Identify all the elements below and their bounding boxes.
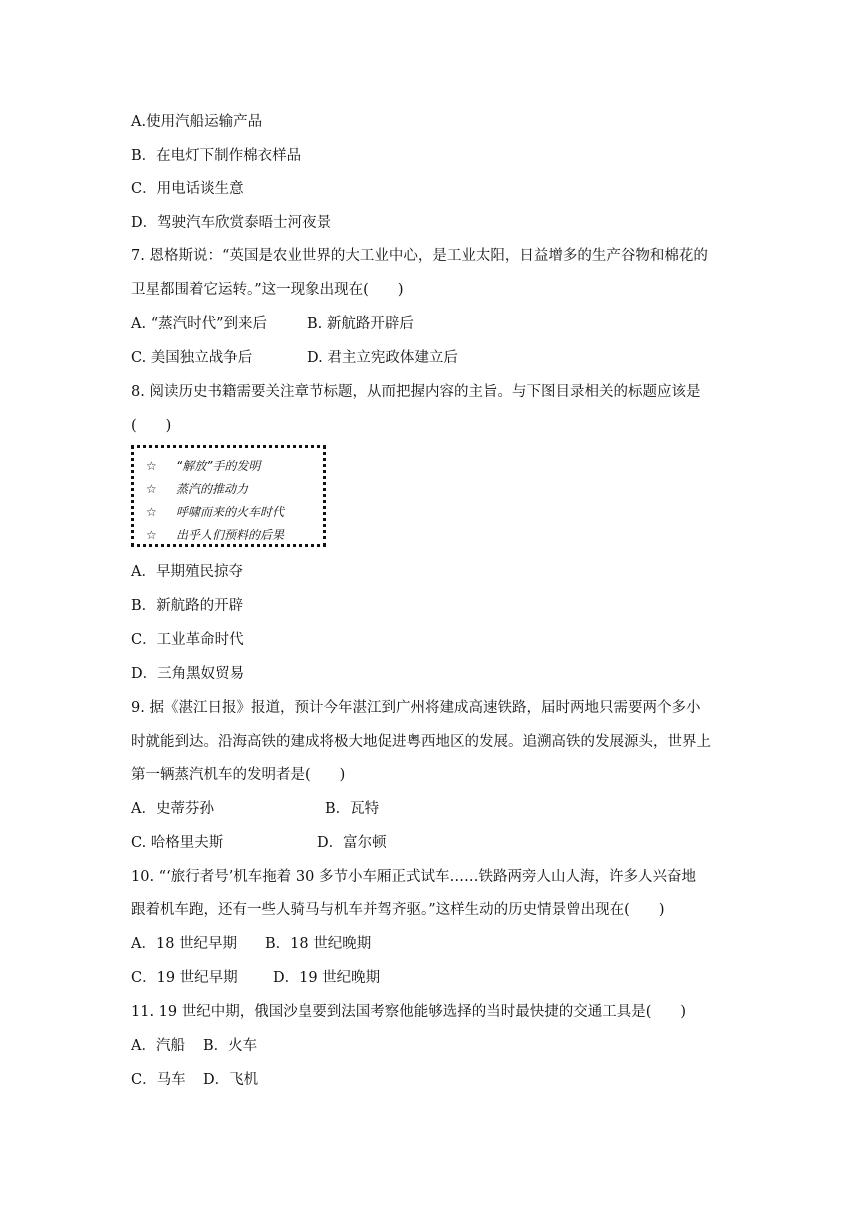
- q8-option-c: C．工业革命时代: [131, 632, 244, 648]
- q11-option-b: B．火车: [203, 1038, 258, 1054]
- q6-option-b: B．在电灯下制作棉衣样品: [131, 148, 302, 164]
- q10-stem-line-1: 10. “‘旅行者号’机车拖着 30 多节小车厢正式试车……铁路两旁人山人海，许多人兴奋地: [131, 869, 696, 885]
- star-icon: ☆: [146, 459, 157, 473]
- q11-options-row-2: [131, 1071, 258, 1089]
- q6-option-c: C．用电话谈生意: [131, 181, 244, 197]
- toc-item: ☆ 出乎人们预料的后果: [146, 524, 323, 547]
- q7-option-a: A. “蒸汽时代”到来后: [131, 316, 268, 332]
- q7-option-d: D. 君主立宪政体建立后: [307, 350, 458, 366]
- q11-option-d: D．飞机: [203, 1072, 259, 1088]
- q9-options-row-2: [131, 834, 387, 852]
- toc-item: ☆ 呼啸而来的火车时代: [146, 501, 323, 524]
- q11-stem: 11. 19 世纪中期，俄国沙皇要到法国考察他能够选择的当时最快捷的交通工具是( ): [131, 1004, 687, 1020]
- q7-option-b: B. 新航路开辟后: [307, 316, 414, 332]
- q9-option-d: D．富尔顿: [317, 835, 387, 851]
- q11-options-row-1: [131, 1037, 257, 1055]
- q11-option-c: C．马车: [131, 1072, 186, 1088]
- q10-options-row-2: [131, 969, 380, 987]
- q10-option-b: B．18 世纪晚期: [265, 936, 372, 952]
- q6-option-a: A.使用汽船运输产品: [131, 114, 263, 130]
- q9-option-a: A．史蒂芬孙: [131, 801, 214, 817]
- q7-stem-line-1: 7. 恩格斯说：“英国是农业世界的大工业中心，是工业太阳，日益增多的生产谷物和棉花的: [131, 248, 708, 264]
- toc-item: ☆ “解放”手的发明: [146, 455, 323, 478]
- q10-option-d: D．19 世纪晚期: [273, 970, 381, 986]
- q9-stem-line-2: 时就能到达。沿海高铁的建成将极大地促进粤西地区的发展。追溯高铁的发展源头，世界上: [131, 734, 711, 750]
- star-icon: ☆: [146, 505, 157, 519]
- q8-stem-line-2: ( ): [131, 418, 172, 434]
- q9-options-row-1: [131, 800, 379, 818]
- q7-options-row-1: [131, 315, 414, 333]
- q9-stem-line-1: 9. 据《湛江日报》报道，预计今年湛江到广州将建成高速铁路，届时两地只需要两个多小: [131, 700, 701, 716]
- q10-option-a: A．18 世纪早期: [131, 936, 238, 952]
- star-icon: ☆: [146, 528, 157, 542]
- q7-options-row-2: [131, 349, 458, 367]
- q8-option-d: D．三角黑奴贸易: [131, 666, 245, 682]
- star-icon: ☆: [146, 482, 157, 496]
- q6-option-d: D．驾驶汽车欣赏泰晤士河夜景: [131, 215, 332, 231]
- q8-option-a: A．早期殖民掠夺: [131, 564, 243, 580]
- q8-stem-line-1: 8. 阅读历史书籍需要关注章节标题，从而把握内容的主旨。与下图目录相关的标题应该是: [131, 384, 701, 400]
- q11-option-a: A．汽船: [131, 1038, 185, 1054]
- q10-options-row-1: [131, 935, 371, 953]
- q9-stem-line-3: 第一辆蒸汽机车的发明者是( ): [131, 767, 346, 783]
- q8-option-b: B．新航路的开辟: [131, 598, 244, 614]
- q7-option-c: C. 美国独立战争后: [131, 350, 253, 366]
- q7-stem-line-2: 卫星都围着它运转。”这一现象出现在( ): [131, 282, 404, 298]
- q10-option-c: C．19 世纪早期: [131, 970, 238, 986]
- q9-option-b: B．瓦特: [325, 801, 380, 817]
- toc-figure: [131, 445, 326, 547]
- q10-stem-line-2: 跟着机车跑，还有一些人骑马与机车并驾齐驱。”这样生动的历史情景曾出现在( ): [131, 902, 665, 918]
- toc-item: ☆ 蒸汽的推动力: [146, 478, 323, 501]
- q9-option-c: C. 哈格里夫斯: [131, 835, 224, 851]
